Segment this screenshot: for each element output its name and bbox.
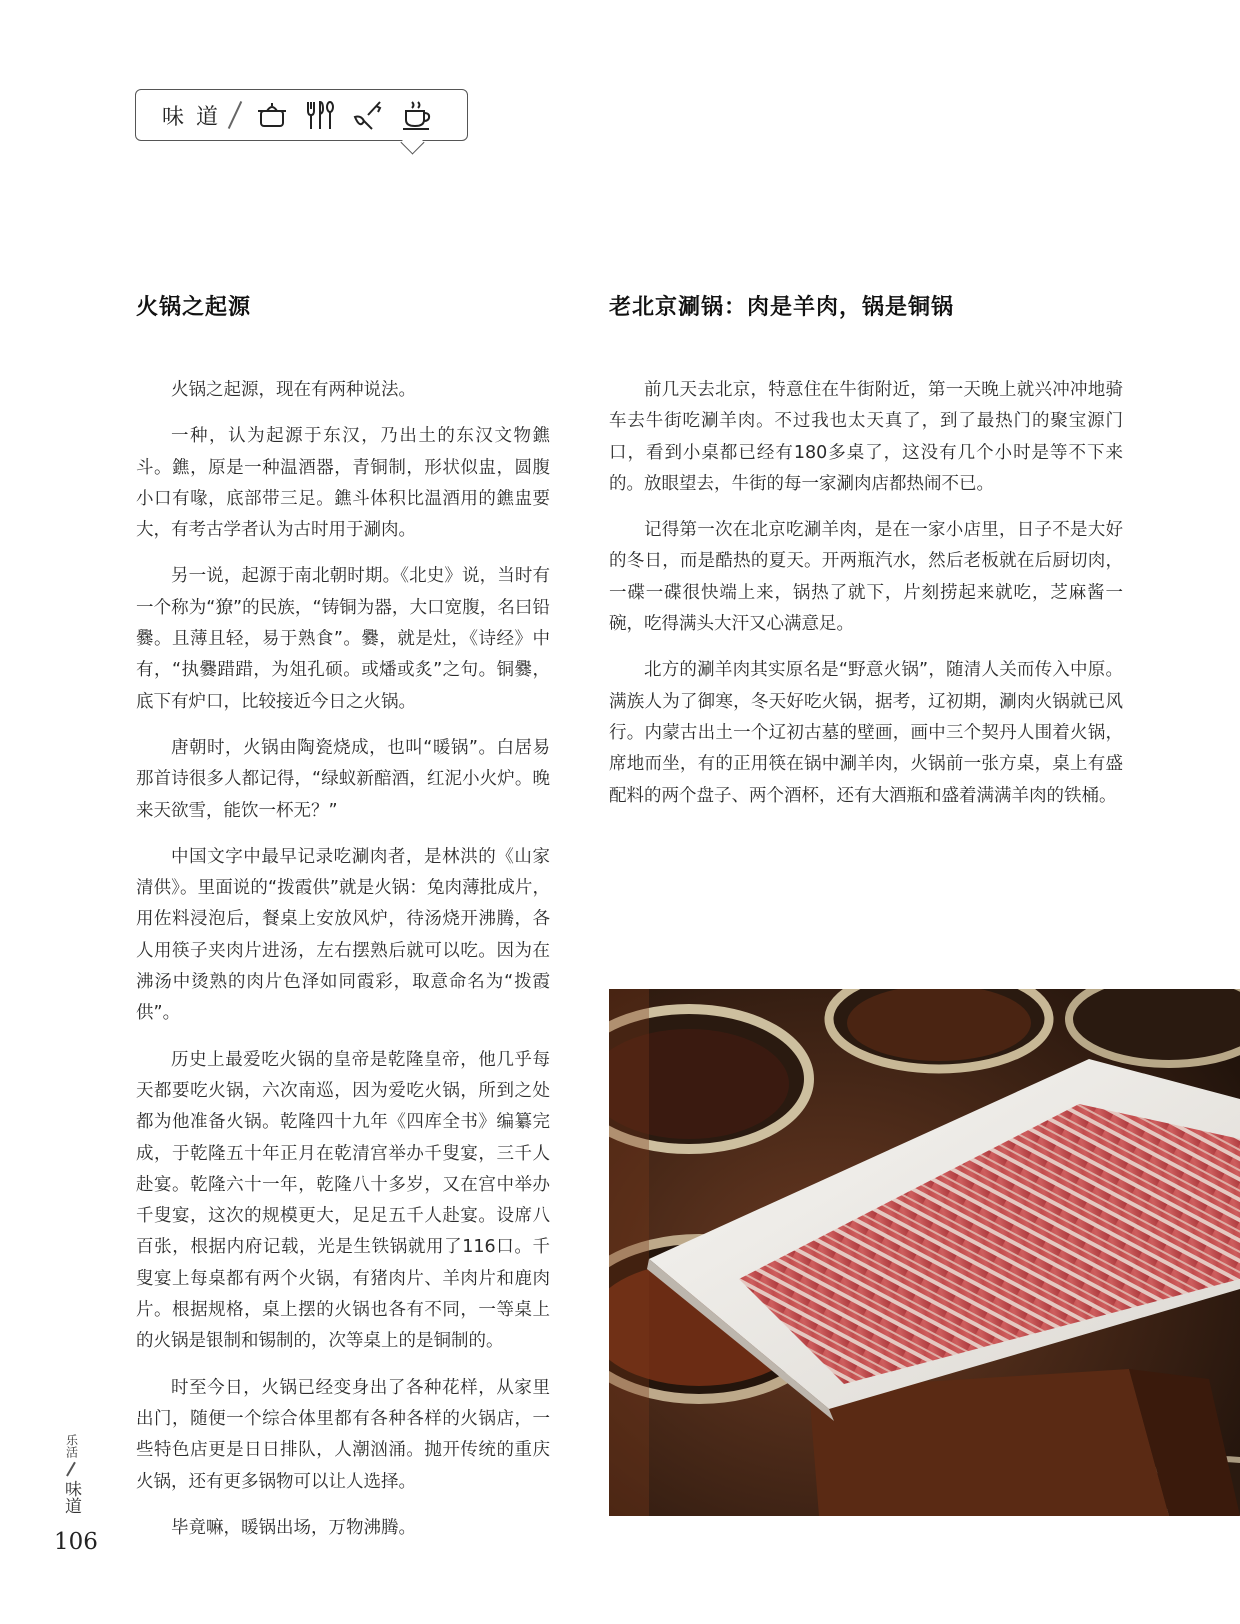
right-column-body	[609, 375, 1123, 827]
teacup-icon	[398, 97, 434, 133]
left-column-title: 火锅之起源	[136, 295, 252, 320]
paragraph: 北方的涮羊肉其实原名是“野意火锅”，随清人关而传入中原。满族人为了御寒，冬天好吃火锅，据考，辽初期，涮肉火锅就已风行。内蒙古出土一个辽初古墓的壁画，画中三个契丹人围着火锅，席地而坐，有的正用筷在锅中涮羊肉，火锅前一张方桌，桌上有盛配料的两个盘子、两个酒杯，还有大酒瓶和盛着满满羊肉的铁桶。	[609, 660, 1123, 806]
section-big-label: 味道	[61, 1480, 81, 1514]
lamb-slices-photo	[609, 989, 1240, 1516]
paragraph: 历史上最爱吃火锅的皇帝是乾隆皇帝，他几乎每天都要吃火锅，六次南巡，因为爱吃火锅，所到之处都为他准备火锅。乾隆四十九年《四库全书》编纂完成，于乾隆五十年正月在乾清宫举办千叟宴，三千人赴宴。乾隆六十一年，乾隆八十多岁，又在宫中举办千叟宴，这次的规模更大，足足五千人赴宴。设席八百张，根据内府记载，光是生铁锅就用了116口。千叟宴上每桌都有两个火锅，有猪肉片、羊肉片和鹿肉片。根据规格，桌上摆的火锅也各有不同，一等桌上的火锅是银制和锡制的，次等桌上的是铜制的。	[136, 1049, 550, 1352]
paragraph: 火锅之起源，现在有两种说法。	[171, 380, 416, 400]
section-side-tag	[58, 1434, 84, 1514]
page-number: 106	[54, 1529, 98, 1555]
section-label: 味道	[162, 104, 231, 130]
paragraph: 前几天去北京，特意住在牛街附近，第一天晚上就兴冲冲地骑车去牛街吃涮羊肉。不过我也太天真了，到了最热门的聚宝源门口，看到小桌都已经有180多桌了，这没有几个小时是等不下来的。放眼望去，牛街的每一家涮肉店都热闹不已。	[609, 380, 1123, 494]
paragraph: 记得第一次在北京吃涮羊肉，是在一家小店里，日子不是大好的冬日，而是酷热的夏天。开两瓶汽水，然后老板就在后厨切肉，一碟一碟很快端上来，锅热了就下，片刻捞起来就吃，芝麻酱一碗，吃得满头大汗又心满意足。	[609, 520, 1123, 635]
section-small-label: 乐活	[64, 1434, 79, 1458]
whisk-icon	[350, 97, 386, 133]
paragraph: 时至今日，火锅已经变身出了各种花样，从家里出门，随便一个综合体里都有各种各样的火锅店，一些特色店更是日日排队，人潮汹涌。抛开传统的重庆火锅，还有更多锅物可以让人选择。	[136, 1377, 550, 1492]
paragraph: 毕竟嘛，暖锅出场，万物沸腾。	[171, 1517, 416, 1538]
utensils-icon	[302, 97, 338, 133]
pot-icon	[254, 97, 290, 133]
left-column-body	[136, 375, 550, 1559]
tab-pointer	[400, 130, 424, 154]
paragraph: 唐朝时，火锅由陶瓷烧成，也叫“暖锅”。白居易那首诗很多人都记得，“绿蚁新醅酒，红泥小火炉。晚来天欲雪，能饮一杯无？”	[136, 737, 550, 821]
right-column-title: 老北京涮锅：肉是羊肉，锅是铜锅	[609, 295, 955, 320]
paragraph: 中国文字中最早记录吃涮肉者，是林洪的《山家清供》。里面说的“拨霞供”就是火锅：兔肉薄批成片，用佐料浸泡后，餐桌上安放风炉，待汤烧开沸腾，各人用筷子夹肉片进汤，左右摆熟后就可以吃。因为在沸汤中烫熟的肉片色泽如同霞彩，取意命名为“拨霞供”。	[136, 846, 550, 1024]
paragraph: 另一说，起源于南北朝时期。《北史》说，当时有一个称为“獠”的民族，“铸铜为器，大口宽腹，名曰铅爨。且薄且轻，易于熟食”。爨，就是灶，《诗经》中有，“执爨踖踖，为俎孔硕。或燔或炙”之句。铜爨，底下有炉口，比较接近今日之火锅。	[136, 566, 550, 712]
side-divider	[66, 1462, 75, 1477]
section-header-tab	[135, 89, 468, 141]
paragraph: 一种，认为起源于东汉，乃出土的东汉文物鐎斗。鐎，原是一种温酒器，青铜制，形状似盅，圆腹小口有喙，底部带三足。鐎斗体积比温酒用的鐎盅要大，有考古学者认为古时用于涮肉。	[136, 426, 550, 541]
